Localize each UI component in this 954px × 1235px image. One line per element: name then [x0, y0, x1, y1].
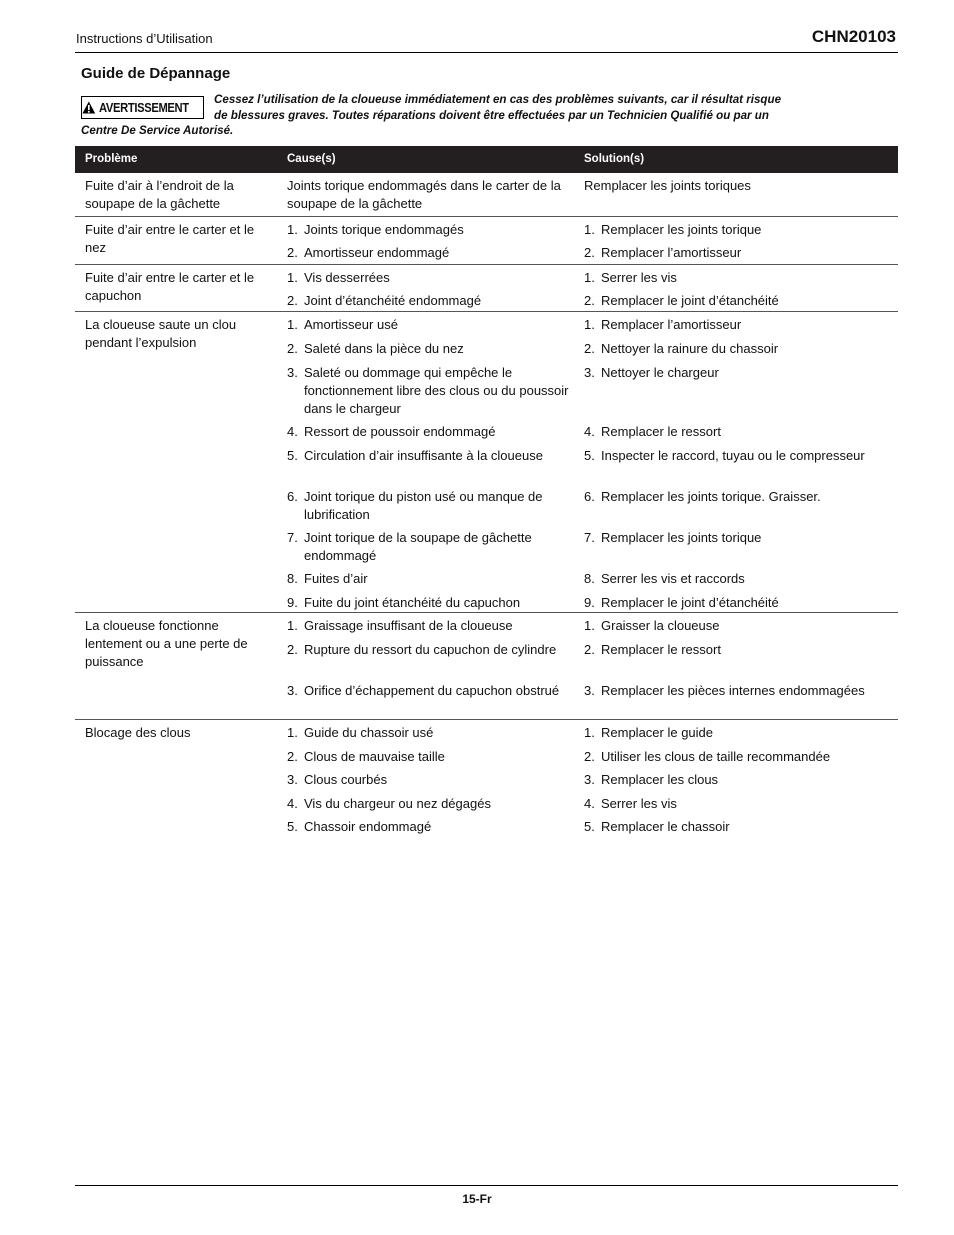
cause-text: Fuite du joint étanchéité du capuchon [304, 595, 521, 610]
warning-triangle-icon [82, 100, 96, 115]
cause-item [287, 423, 572, 441]
solution-number: 9. [584, 595, 595, 610]
solution-item [584, 340, 894, 358]
cause-item [287, 682, 572, 700]
solution-item [584, 594, 894, 612]
solution-item [584, 244, 894, 262]
solution-text: Nettoyer la rainure du chassoir [601, 341, 779, 356]
solution-text: Serrer les vis [601, 270, 677, 285]
solution-number: 8. [584, 571, 595, 586]
solution-item [584, 641, 894, 659]
solution-number: 1. [584, 618, 595, 633]
cause-item [287, 447, 572, 465]
cause-text: Chassoir endommagé [304, 819, 432, 834]
cause-item [287, 570, 572, 588]
solution-number: 1. [584, 270, 595, 285]
solution-number: 3. [584, 772, 595, 787]
cause-item [287, 244, 572, 262]
table-row [75, 312, 898, 613]
cause-text: Fuites d’air [304, 571, 368, 586]
cause-item [287, 364, 572, 418]
cause-text: Saleté ou dommage qui empêche le fonctionnement libre des clous ou du poussoir dans le chargeur [304, 365, 569, 416]
solution-text: Utiliser les clous de taille recommandée [601, 749, 831, 764]
cause-item [287, 724, 572, 742]
solution-item [584, 292, 894, 310]
cause-text: Amortisseur usé [304, 317, 398, 332]
header-solutions: Solution(s) [584, 153, 645, 165]
cause-item [287, 771, 572, 789]
solution-item [584, 748, 894, 766]
solution-text: Remplacer les clous [601, 772, 719, 787]
solution-cell [584, 177, 894, 216]
solution-text: Remplacer le ressort [601, 642, 721, 657]
solution-item [584, 682, 894, 700]
solution-cell [584, 316, 894, 612]
cause-number: 1. [287, 618, 298, 633]
cause-number: 2. [287, 749, 298, 764]
solution-number: 7. [584, 530, 595, 545]
solution-item [584, 818, 894, 836]
cause-number: 3. [287, 683, 298, 698]
cause-number: 3. [287, 772, 298, 787]
cause-item [287, 818, 572, 836]
warning-badge [81, 96, 204, 119]
page-number: 15-Fr [462, 1192, 492, 1206]
solution-number: 2. [584, 749, 595, 764]
cause-number: 1. [287, 725, 298, 740]
solution-number: 1. [584, 222, 595, 237]
header-problem: Problème [85, 153, 138, 165]
solution-number: 1. [584, 725, 595, 740]
solution-number: 2. [584, 293, 595, 308]
table-header [75, 146, 898, 173]
cause-text: Rupture du ressort du capuchon de cylindre [304, 642, 557, 657]
cause-text: Joint torique de la soupape de gâchette endommagé [304, 530, 532, 563]
cause-item [287, 221, 572, 239]
cause-text: Ressort de poussoir endommagé [304, 424, 496, 439]
cause-item [287, 529, 572, 565]
cause-text: Circulation d’air insuffisante à la cloueuse [304, 448, 543, 463]
document-type: Instructions d’Utilisation [76, 31, 213, 46]
cause-text: Joint torique du piston usé ou manque de lubrification [304, 489, 543, 522]
solution-cell [584, 724, 894, 834]
solution-item [584, 447, 894, 465]
header-causes: Cause(s) [287, 153, 336, 165]
cause-cell [287, 724, 572, 834]
solution-text: Remplacer le joint d’étanchéité [601, 595, 779, 610]
cause-number: 2. [287, 293, 298, 308]
cause-cell [287, 316, 572, 612]
cause-number: 1. [287, 222, 298, 237]
cause-item [287, 340, 572, 358]
cause-item [287, 177, 572, 213]
solution-number: 4. [584, 796, 595, 811]
cause-cell [287, 269, 572, 311]
problem-cell: Fuite d’air entre le carter et le capuchon [85, 270, 255, 303]
solution-item [584, 221, 894, 239]
problem-cell: Fuite d’air à l’endroit de la soupape de la gâchette [85, 178, 234, 211]
cause-text: Vis du chargeur ou nez dégagés [304, 796, 491, 811]
solution-number: 6. [584, 489, 595, 504]
cause-number: 1. [287, 270, 298, 285]
solution-item [584, 617, 894, 635]
solution-text: Nettoyer le chargeur [601, 365, 719, 380]
cause-text: Joints torique endommagés [304, 222, 464, 237]
solution-number: 5. [584, 448, 595, 463]
solution-text: Inspecter le raccord, tuyau ou le compresseur [601, 448, 865, 463]
cause-number: 4. [287, 796, 298, 811]
problem-cell: La cloueuse fonctionne lentement ou a une perte de puissance [85, 618, 248, 669]
solution-text: Remplacer le ressort [601, 424, 721, 439]
cause-text: Graissage insuffisant de la cloueuse [304, 618, 513, 633]
warning-badge-label: AVERTISSEMENT [98, 100, 189, 115]
solution-text: Remplacer le joint d’étanchéité [601, 293, 779, 308]
cause-number: 4. [287, 424, 298, 439]
solution-text: Serrer les vis et raccords [601, 571, 745, 586]
solution-number: 1. [584, 317, 595, 332]
cause-item [287, 292, 572, 310]
problem-cell: La cloueuse saute un clou pendant l’expulsion [85, 317, 237, 350]
solution-number: 2. [584, 245, 595, 260]
cause-cell [287, 177, 572, 216]
solution-number: 2. [584, 341, 595, 356]
solution-item [584, 570, 894, 588]
section-title: Guide de Dépannage [81, 65, 231, 82]
solution-text: Remplacer les joints torique [601, 530, 762, 545]
cause-number: 5. [287, 819, 298, 834]
cause-text: Joints torique endommagés dans le carter de la soupape de la gâchette [287, 178, 561, 211]
cause-text: Clous de mauvaise taille [304, 749, 445, 764]
solution-item [584, 488, 894, 506]
cause-text: Guide du chassoir usé [304, 725, 434, 740]
cause-number: 8. [287, 571, 298, 586]
cause-item [287, 488, 572, 524]
solution-number: 3. [584, 365, 595, 380]
cause-item [287, 269, 572, 287]
cause-item [287, 641, 572, 659]
solution-text: Graisser la cloueuse [601, 618, 720, 633]
solution-text: Remplacer le chassoir [601, 819, 730, 834]
solution-text: Remplacer le guide [601, 725, 714, 740]
cause-number: 2. [287, 642, 298, 657]
troubleshooting-table [75, 146, 898, 834]
solution-item [584, 423, 894, 441]
cause-number: 5. [287, 448, 298, 463]
cause-text: Saleté dans la pièce du nez [304, 341, 464, 356]
cause-item [287, 617, 572, 635]
cause-item [287, 594, 572, 612]
table-row [75, 613, 898, 720]
cause-text: Orifice d’échappement du capuchon obstrué [304, 683, 560, 698]
cause-number: 3. [287, 365, 298, 380]
solution-number: 4. [584, 424, 595, 439]
solution-item [584, 316, 894, 334]
solution-text: Serrer les vis [601, 796, 677, 811]
cause-cell [287, 221, 572, 264]
cause-item [287, 795, 572, 813]
cause-cell [287, 617, 572, 719]
solution-cell [584, 617, 894, 719]
solution-item [584, 795, 894, 813]
footer-divider [75, 1185, 898, 1186]
table-row [75, 217, 898, 265]
cause-number: 6. [287, 489, 298, 504]
solution-text: Remplacer les joints toriques [584, 178, 751, 193]
model-number: CHN20103 [811, 27, 896, 46]
solution-number: 3. [584, 683, 595, 698]
cause-number: 2. [287, 245, 298, 260]
solution-number: 2. [584, 642, 595, 657]
cause-number: 2. [287, 341, 298, 356]
table-body [75, 173, 898, 834]
cause-item [287, 748, 572, 766]
solution-cell [584, 269, 894, 311]
solution-text: Remplacer les pièces internes endommagées [601, 683, 865, 698]
warning-text: Cessez l’utilisation de la cloueuse immédiatement en cas des problèmes suivants, car il résultat risque de blessures graves. Toutes réparations doivent être effectuées par un Technicien Qualifié ou par un Centre De Service Autorisé. [81, 93, 782, 138]
cause-number: 9. [287, 595, 298, 610]
solution-item [584, 177, 894, 195]
table-row [75, 173, 898, 217]
solution-cell [584, 221, 894, 264]
solution-text: Remplacer l’amortisseur [601, 317, 742, 332]
solution-text: Remplacer les joints torique. Graisser. [601, 489, 821, 504]
cause-text: Vis desserrées [304, 270, 390, 285]
solution-number: 5. [584, 819, 595, 834]
problem-cell: Fuite d’air entre le carter et le nez [85, 222, 255, 255]
cause-text: Amortisseur endommagé [304, 245, 450, 260]
problem-cell: Blocage des clous [85, 725, 191, 740]
solution-item [584, 269, 894, 287]
cause-item [287, 316, 572, 334]
table-row [75, 265, 898, 312]
solution-item [584, 364, 894, 382]
solution-text: Remplacer les joints torique [601, 222, 762, 237]
solution-item [584, 771, 894, 789]
solution-item [584, 529, 894, 547]
cause-number: 7. [287, 530, 298, 545]
cause-text: Joint d’étanchéité endommagé [304, 293, 482, 308]
cause-number: 1. [287, 317, 298, 332]
page-header [75, 28, 898, 53]
table-row [75, 720, 898, 834]
solution-text: Remplacer l’amortisseur [601, 245, 742, 260]
solution-item [584, 724, 894, 742]
cause-text: Clous courbés [304, 772, 388, 787]
